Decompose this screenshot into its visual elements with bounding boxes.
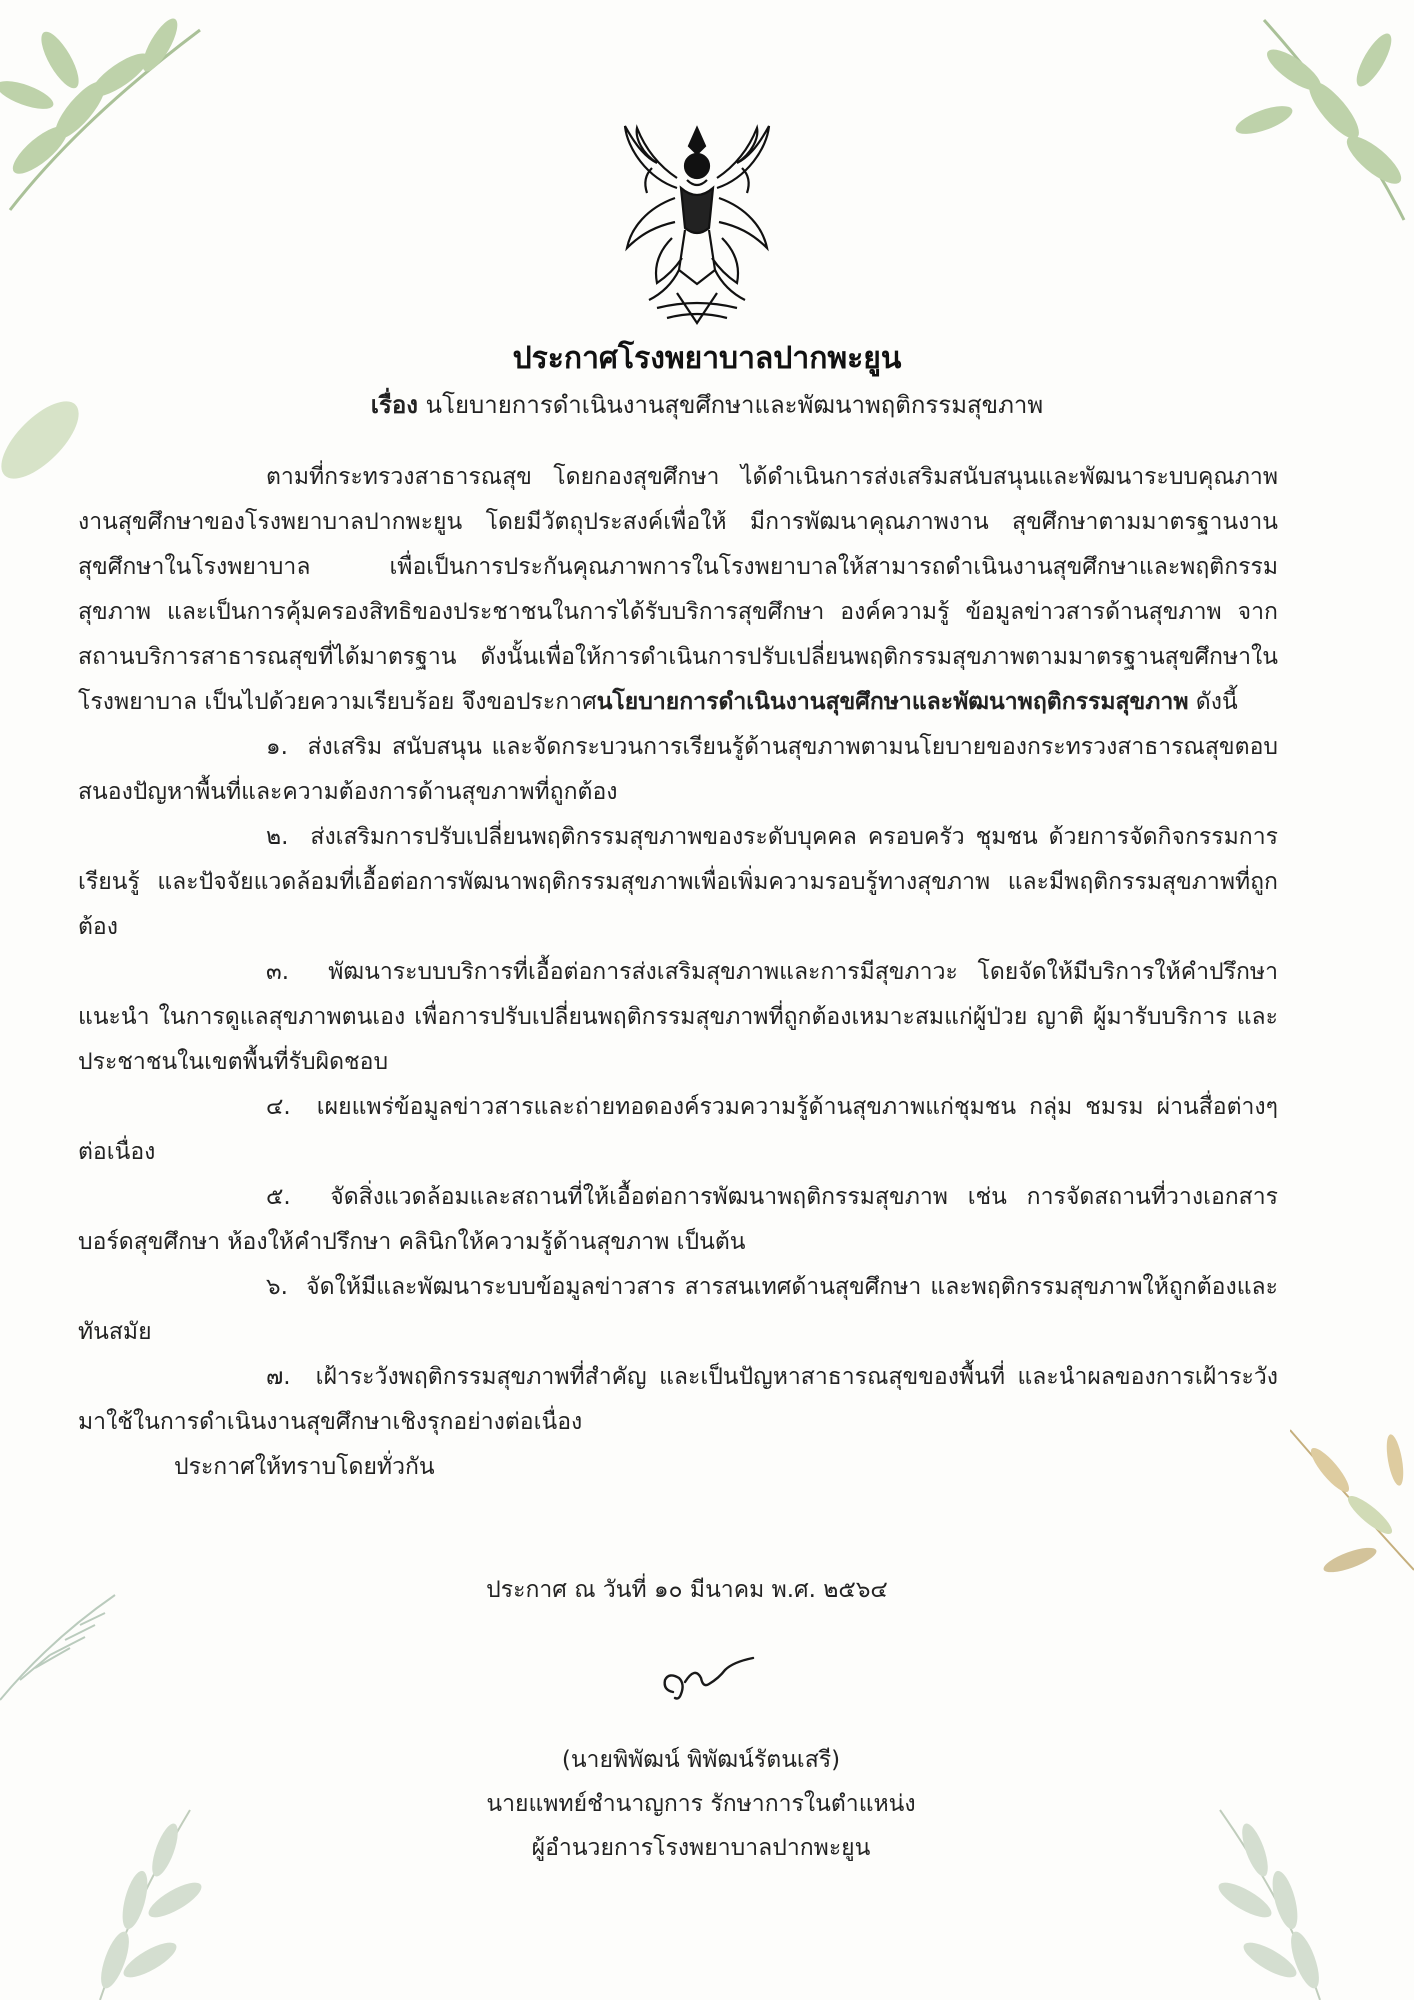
policy-item-text: ส่งเสริมการปรับเปลี่ยนพฤติกรรมสุขภาพของระดับบุคคล ครอบครัว ชุมชน ด้วยการจัดกิจกรรมการเรียนรู้ และปัจจัยแวดล้อมที่เอื้อต่อการพัฒนาพฤติกรรมสุขภาพเพื่อเพิ่มความรอบรู้ทางสุขภาพ และมีพฤติกรรมสุขภาพที่ถูกต้อง bbox=[78, 824, 1278, 940]
policy-item-text: เผยแพร่ข้อมูลข่าวสารและถ่ายทอดองค์รวมความรู้ด้านสุขภาพแก่ชุมชน กลุ่ม ชมรม ผ่านสื่อต่างๆ ต่อเนื่อง bbox=[78, 1094, 1279, 1165]
policy-item-3 bbox=[78, 950, 1278, 1085]
closing-statement: ประกาศให้ทราบโดยทั่วกัน bbox=[174, 1454, 435, 1480]
policy-item-2 bbox=[78, 815, 1278, 950]
leaf-decoration-top-left bbox=[0, 0, 240, 220]
intro-bold-policy: นโยบายการดำเนินงานสุขศึกษาและพัฒนาพฤติกรรมสุขภาพ bbox=[596, 689, 1189, 715]
subject-text: นโยบายการดำเนินงานสุขศึกษาและพัฒนาพฤติกรรมสุขภาพ bbox=[425, 391, 1044, 419]
garuda-emblem-icon bbox=[617, 118, 777, 328]
policy-item-6 bbox=[78, 1265, 1278, 1355]
policy-item-1 bbox=[78, 725, 1278, 815]
policy-item-7 bbox=[78, 1355, 1278, 1445]
handwritten-signature bbox=[655, 1652, 765, 1712]
policy-item-4 bbox=[78, 1085, 1278, 1175]
policy-item-text: เฝ้าระวังพฤติกรรมสุขภาพที่สำคัญ และเป็นปัญหาสาธารณสุขของพื้นที่ และนำผลของการเฝ้าระวังมาใช้ในการดำเนินงานสุขศึกษาเชิงรุกอย่างต่อเนื่อง bbox=[78, 1364, 1278, 1435]
intro-text: ตามที่กระทรวงสาธารณสุข โดยกองสุขศึกษา ได้ดำเนินการส่งเสริมสนับสนุนและพัฒนาระบบคุณภาพงานสุขศึกษาของโรงพยาบาลปากพะยูน โดยมีวัตถุประสงค์เพื่อให้ มีการพัฒนาคุณภาพงาน สุขศึกษาตามมาตรฐานงานสุขศึกษาในโรงพยาบาล เพื่อเป็นการประกันคุณภาพการในโรงพยาบาลให้สามารถดำเนินงานสุขศึกษาและพฤติกรรมสุขภาพ และเป็นการคุ้มครองสิทธิของประชาชนในการได้รับบริการสุขศึกษา องค์ความรู้ ข้อมูลข่าวสารด้านสุขภาพ จากสถานบริการสาธารณสุขที่ได้มาตรฐาน ดังนั้นเพื่อให้การดำเนินการปรับเปลี่ยนพฤติกรรมสุขภาพตามมาตรฐานสุขศึกษาในโรงพยาบาล เป็นไปด้วยความเรียบร้อย จึงขอประกาศ bbox=[78, 464, 1278, 715]
policy-item-number: ๓. bbox=[266, 959, 290, 985]
policy-item-number: ๖. bbox=[266, 1274, 288, 1300]
page-title: ประกาศโรงพยาบาลปากพะยูน bbox=[512, 341, 902, 376]
policy-item-number: ๔. bbox=[266, 1094, 291, 1120]
subject-label: เรื่อง bbox=[370, 391, 419, 419]
policy-item-text: จัดสิ่งแวดล้อมและสถานที่ให้เอื้อต่อการพัฒนาพฤติกรรมสุขภาพ เช่น การจัดสถานที่วางเอกสารบอร์ดสุขศึกษา ห้องให้คำปรึกษา คลินิกให้ความรู้ด้านสุขภาพ เป็นต้น bbox=[78, 1184, 1278, 1255]
signer-block bbox=[0, 1738, 1414, 1870]
announcement-body bbox=[78, 455, 1278, 1490]
policy-item-text: ส่งเสริม สนับสนุน และจัดกระบวนการเรียนรู้ด้านสุขภาพตามนโยบายของกระทรวงสาธารณสุขตอบสนองปัญหาพื้นที่และความต้องการด้านสุขภาพที่ถูกต้อง bbox=[78, 734, 1279, 805]
policy-item-text: จัดให้มีและพัฒนาระบบข้อมูลข่าวสาร สารสนเทศด้านสุขศึกษา และพฤติกรรมสุขภาพให้ถูกต้องและทันสมัย bbox=[78, 1274, 1278, 1345]
policy-item-number: ๒. bbox=[266, 824, 289, 850]
policy-item-number: ๗. bbox=[266, 1364, 291, 1390]
policy-item-text: พัฒนาระบบบริการที่เอื้อต่อการส่งเสริมสุขภาพและการมีสุขภาวะ โดยจัดให้มีบริการให้คำปรึกษาแนะนำ ในการดูแลสุขภาพตนเอง เพื่อการปรับเปลี่ยนพฤติกรรมสุขภาพที่ถูกต้องเหมาะสมแก่ผู้ป่วย ญาติ ผู้มารับบริการ และประชาชนในเขตพื้นที่รับผิดชอบ bbox=[78, 959, 1278, 1075]
subject-line bbox=[0, 385, 1414, 424]
signer-name: (นายพิพัฒน์ พิพัฒน์รัตนเสรี) bbox=[561, 1747, 841, 1773]
intro-paragraph bbox=[78, 455, 1278, 725]
signer-position: นายแพทย์ชำนาญการ รักษาการในตำแหน่ง bbox=[486, 1791, 916, 1817]
policy-item-5 bbox=[78, 1175, 1278, 1265]
intro-text-end: ดังนี้ bbox=[1188, 689, 1238, 715]
policy-item-number: ๕. bbox=[266, 1184, 291, 1210]
leaf-decoration-top-right bbox=[1224, 0, 1414, 230]
signer-office: ผู้อำนวยการโรงพยาบาลปากพะยูน bbox=[531, 1835, 871, 1861]
policy-item-number: ๑. bbox=[266, 734, 288, 760]
announcement-date: ประกาศ ณ วันที่ ๑๐ มีนาคม พ.ศ. ๒๕๖๔ bbox=[486, 1577, 888, 1603]
